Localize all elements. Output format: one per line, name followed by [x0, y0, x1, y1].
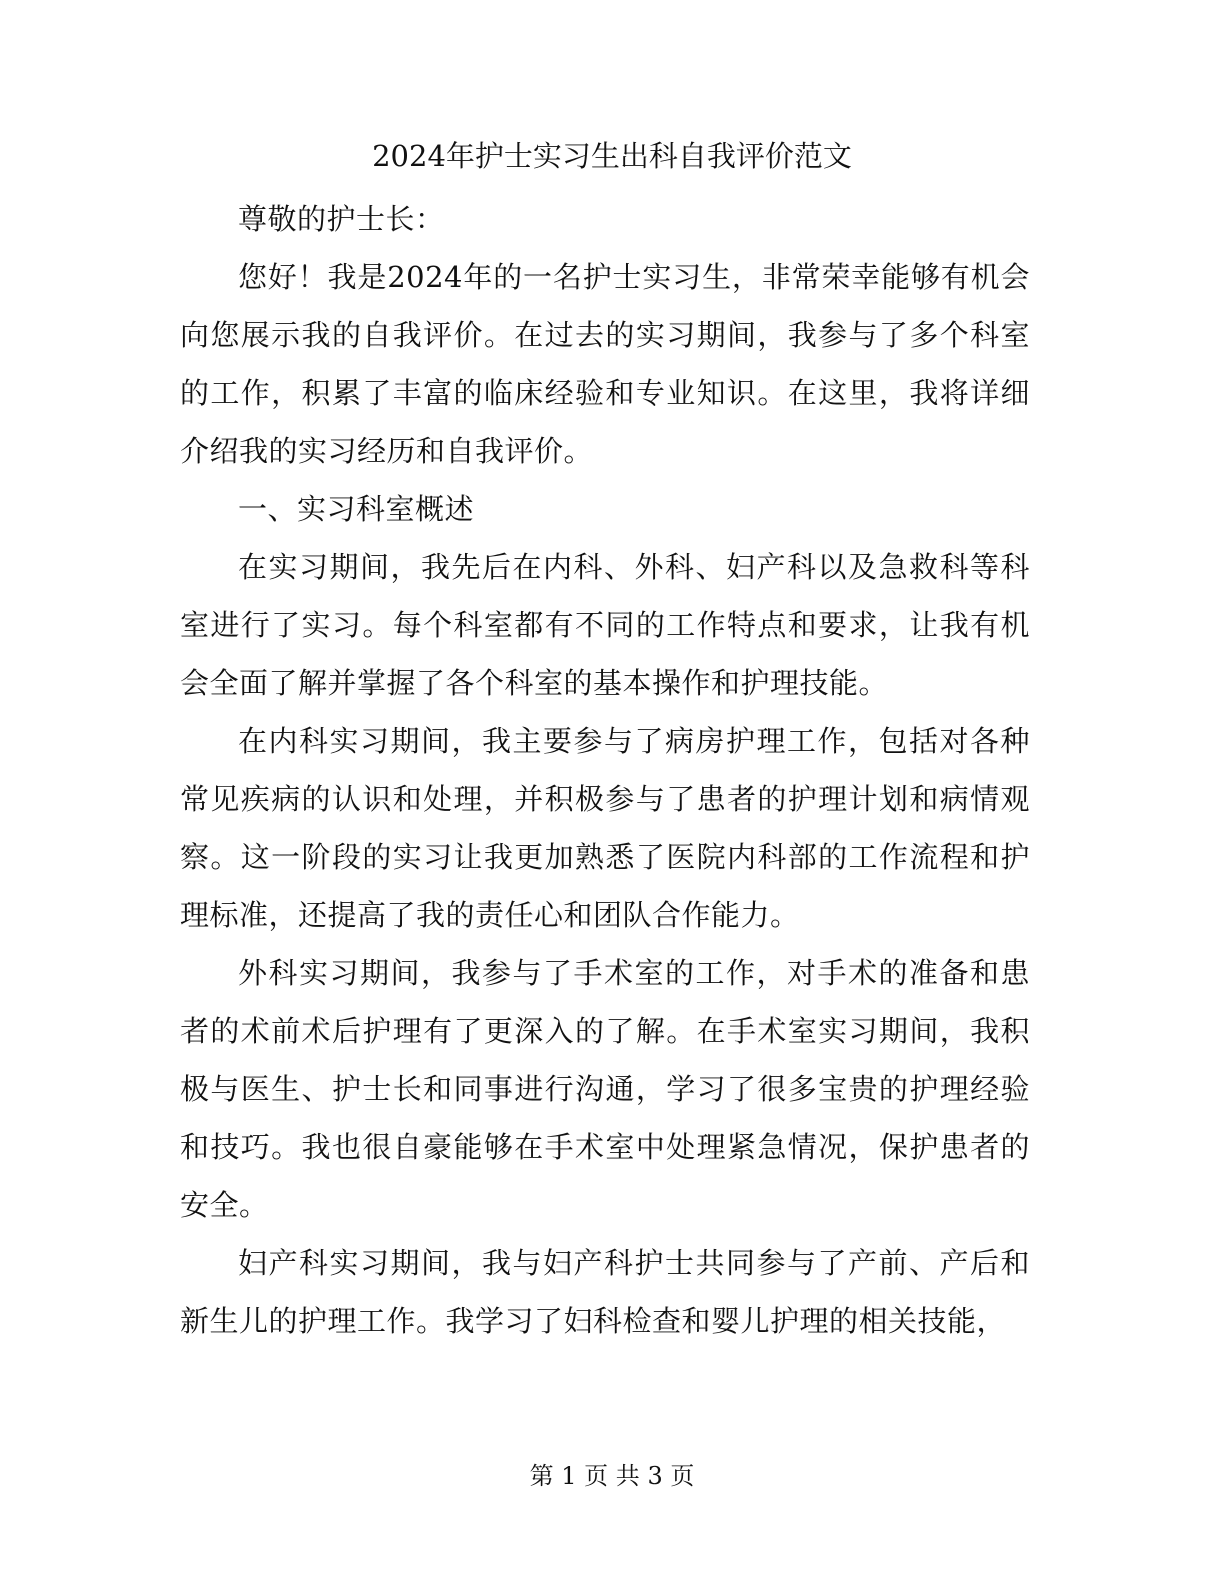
- paragraph-overview: 在实习期间，我先后在内科、外科、妇产科以及急救科等科室进行了实习。每个科室都有不同的工作特点和要求，让我有机会全面了解并掌握了各个科室的基本操作和护理技能。: [180, 550, 1030, 700]
- section-heading: 一、实习科室概述: [238, 492, 475, 526]
- paragraph-surgery: 外科实习期间，我参与了手术室的工作，对手术的准备和患者的术前术后护理有了更深入的了解。在手术室实习期间，我积极与医生、护士长和同事进行沟通，学习了很多宝贵的护理经验和技巧。我也很自豪能够在手术室中处理紧急情况，保护患者的安全。: [180, 956, 1030, 1222]
- salutation: 尊敬的护士长：: [238, 202, 445, 236]
- paragraph-obstetrics: 妇产科实习期间，我与妇产科护士共同参与了产前、产后和新生儿的护理工作。我学习了妇科检查和婴儿护理的相关技能，: [180, 1246, 1030, 1338]
- paragraph-internal-medicine: 在内科实习期间，我主要参与了病房护理工作，包括对各种常见疾病的认识和处理，并积极参与了患者的护理计划和病情观察。这一阶段的实习让我更加熟悉了医院内科部的工作流程和护理标准，还提高了我的责任心和团队合作能力。: [180, 724, 1030, 932]
- page-footer: 第 1 页 共 3 页: [529, 1462, 695, 1490]
- document-body: [180, 190, 1030, 1350]
- paragraph-intro: 您好！我是2024年的一名护士实习生，非常荣幸能够有机会向您展示我的自我评价。在过去的实习期间，我参与了多个科室的工作，积累了丰富的临床经验和专业知识。在这里，我将详细介绍我的实习经历和自我评价。: [180, 260, 1030, 468]
- document-title: 2024年护士实习生出科自我评价范文: [372, 139, 852, 173]
